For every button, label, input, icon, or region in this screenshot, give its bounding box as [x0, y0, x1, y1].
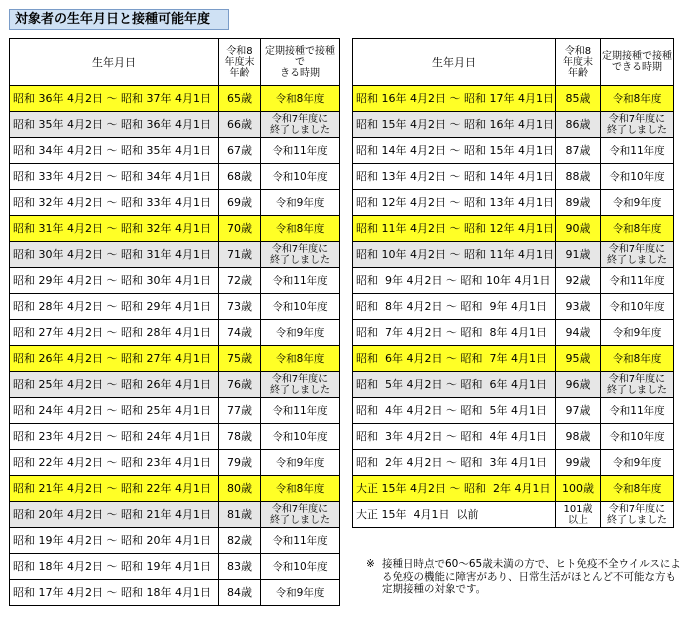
date-cell: 昭和 30年 4月2日 ～ 昭和 31年 4月1日 — [10, 242, 219, 268]
table-row — [10, 554, 340, 580]
age-cell: 77歳 — [219, 398, 261, 424]
age-cell: 86歳 — [556, 112, 601, 138]
table-row — [10, 164, 340, 190]
age-cell: 72歳 — [219, 268, 261, 294]
date-cell: 昭和 27年 4月2日 ～ 昭和 28年 4月1日 — [10, 320, 219, 346]
period-cell: 令和11年度 — [261, 268, 340, 294]
table-row — [10, 424, 340, 450]
age-cell: 85歳 — [556, 86, 601, 112]
date-cell: 昭和 34年 4月2日 ～ 昭和 35年 4月1日 — [10, 138, 219, 164]
date-cell: 昭和 9年 4月2日 ～ 昭和 10年 4月1日 — [353, 268, 556, 294]
age-cell: 70歳 — [219, 216, 261, 242]
age-cell: 92歳 — [556, 268, 601, 294]
header-age: 令和8 年度末 年齢 — [219, 39, 261, 86]
date-cell: 昭和 6年 4月2日 ～ 昭和 7年 4月1日 — [353, 346, 556, 372]
age-cell: 78歳 — [219, 424, 261, 450]
table-row — [353, 424, 674, 450]
date-cell: 昭和 4年 4月2日 ～ 昭和 5年 4月1日 — [353, 398, 556, 424]
table-row — [353, 164, 674, 190]
period-cell: 令和8年度 — [261, 86, 340, 112]
date-cell: 昭和 20年 4月2日 ～ 昭和 21年 4月1日 — [10, 502, 219, 528]
table-row — [353, 372, 674, 398]
date-cell: 昭和 5年 4月2日 ～ 昭和 6年 4月1日 — [353, 372, 556, 398]
table-row — [353, 294, 674, 320]
header-birthdate: 生年月日 — [10, 39, 219, 86]
date-cell: 昭和 19年 4月2日 ～ 昭和 20年 4月1日 — [10, 528, 219, 554]
period-cell: 令和9年度 — [261, 190, 340, 216]
header-period: 定期接種で接種 できる時期 — [601, 39, 674, 86]
date-cell: 昭和 35年 4月2日 ～ 昭和 36年 4月1日 — [10, 112, 219, 138]
period-cell: 令和7年度に 終了しました — [601, 502, 674, 528]
period-cell: 令和7年度に 終了しました — [601, 372, 674, 398]
age-cell: 101歳 以上 — [556, 502, 601, 528]
table-row — [10, 242, 340, 268]
table-row — [10, 346, 340, 372]
date-cell: 昭和 13年 4月2日 ～ 昭和 14年 4月1日 — [353, 164, 556, 190]
age-cell: 81歳 — [219, 502, 261, 528]
age-cell: 75歳 — [219, 346, 261, 372]
table-row — [353, 346, 674, 372]
period-cell: 令和9年度 — [261, 580, 340, 606]
date-cell: 昭和 23年 4月2日 ～ 昭和 24年 4月1日 — [10, 424, 219, 450]
table-row — [353, 242, 674, 268]
table-row — [10, 294, 340, 320]
age-cell: 65歳 — [219, 86, 261, 112]
table-row — [10, 216, 340, 242]
age-cell: 98歳 — [556, 424, 601, 450]
age-cell: 76歳 — [219, 372, 261, 398]
age-cell: 80歳 — [219, 476, 261, 502]
table-row — [10, 372, 340, 398]
table-row — [353, 320, 674, 346]
footnote — [366, 558, 686, 596]
date-cell: 昭和 25年 4月2日 ～ 昭和 26年 4月1日 — [10, 372, 219, 398]
date-cell: 昭和 28年 4月2日 ～ 昭和 29年 4月1日 — [10, 294, 219, 320]
date-cell: 大正 15年 4月1日 以前 — [353, 502, 556, 528]
page-title: 対象者の生年月日と接種可能年度 — [9, 9, 229, 30]
period-cell: 令和11年度 — [261, 138, 340, 164]
date-cell: 昭和 7年 4月2日 ～ 昭和 8年 4月1日 — [353, 320, 556, 346]
note-text: 接種日時点で60～65歳未満の方で、ヒト免疫不全ウイルスによる免疫の機能に障害があり、日常生活がほとんど不可能な方も定期接種の対象です。 — [382, 558, 681, 595]
header-age: 令和8 年度末 年齢 — [556, 39, 601, 86]
age-cell: 79歳 — [219, 450, 261, 476]
table-row — [353, 476, 674, 502]
table-row — [10, 450, 340, 476]
period-cell: 令和9年度 — [261, 450, 340, 476]
period-cell: 令和7年度に 終了しました — [261, 372, 340, 398]
age-cell: 73歳 — [219, 294, 261, 320]
table-row — [10, 268, 340, 294]
table-row — [10, 580, 340, 606]
date-cell: 昭和 11年 4月2日 ～ 昭和 12年 4月1日 — [353, 216, 556, 242]
date-cell: 昭和 14年 4月2日 ～ 昭和 15年 4月1日 — [353, 138, 556, 164]
age-cell: 82歳 — [219, 528, 261, 554]
header-birthdate: 生年月日 — [353, 39, 556, 86]
right-table — [352, 38, 674, 528]
period-cell: 令和11年度 — [261, 528, 340, 554]
period-cell: 令和10年度 — [601, 424, 674, 450]
date-cell: 昭和 17年 4月2日 ～ 昭和 18年 4月1日 — [10, 580, 219, 606]
period-cell: 令和7年度に 終了しました — [261, 502, 340, 528]
table-row — [353, 398, 674, 424]
period-cell: 令和10年度 — [261, 554, 340, 580]
left-table — [9, 38, 340, 606]
right-table-header — [353, 39, 674, 86]
table-row — [10, 398, 340, 424]
age-cell: 71歳 — [219, 242, 261, 268]
date-cell: 昭和 18年 4月2日 ～ 昭和 19年 4月1日 — [10, 554, 219, 580]
period-cell: 令和11年度 — [601, 398, 674, 424]
period-cell: 令和10年度 — [261, 164, 340, 190]
period-cell: 令和10年度 — [601, 164, 674, 190]
period-cell: 令和9年度 — [601, 190, 674, 216]
period-cell: 令和10年度 — [601, 294, 674, 320]
age-cell: 90歳 — [556, 216, 601, 242]
left-table-body — [10, 86, 340, 606]
age-cell: 67歳 — [219, 138, 261, 164]
period-cell: 令和8年度 — [261, 476, 340, 502]
period-cell: 令和7年度に 終了しました — [601, 242, 674, 268]
note-mark: ※ — [366, 558, 375, 570]
period-cell: 令和8年度 — [261, 346, 340, 372]
age-cell: 97歳 — [556, 398, 601, 424]
table-row — [10, 86, 340, 112]
age-cell: 69歳 — [219, 190, 261, 216]
left-table-header — [10, 39, 340, 86]
date-cell: 昭和 33年 4月2日 ～ 昭和 34年 4月1日 — [10, 164, 219, 190]
table-row — [10, 476, 340, 502]
period-cell: 令和11年度 — [601, 268, 674, 294]
date-cell: 昭和 21年 4月2日 ～ 昭和 22年 4月1日 — [10, 476, 219, 502]
date-cell: 昭和 24年 4月2日 ～ 昭和 25年 4月1日 — [10, 398, 219, 424]
right-table-body — [353, 86, 674, 528]
age-cell: 68歳 — [219, 164, 261, 190]
table-row — [10, 502, 340, 528]
table-row — [353, 190, 674, 216]
period-cell: 令和7年度に 終了しました — [261, 112, 340, 138]
table-row — [353, 86, 674, 112]
table-row — [10, 528, 340, 554]
period-cell: 令和8年度 — [261, 216, 340, 242]
age-cell: 96歳 — [556, 372, 601, 398]
age-cell: 99歳 — [556, 450, 601, 476]
age-cell: 93歳 — [556, 294, 601, 320]
period-cell: 令和8年度 — [601, 476, 674, 502]
table-row — [10, 112, 340, 138]
age-cell: 87歳 — [556, 138, 601, 164]
period-cell: 令和8年度 — [601, 216, 674, 242]
period-cell: 令和11年度 — [261, 398, 340, 424]
period-cell: 令和10年度 — [261, 294, 340, 320]
age-cell: 84歳 — [219, 580, 261, 606]
table-row — [10, 320, 340, 346]
age-cell: 94歳 — [556, 320, 601, 346]
date-cell: 昭和 26年 4月2日 ～ 昭和 27年 4月1日 — [10, 346, 219, 372]
date-cell: 昭和 16年 4月2日 ～ 昭和 17年 4月1日 — [353, 86, 556, 112]
period-cell: 令和7年度に 終了しました — [261, 242, 340, 268]
date-cell: 昭和 22年 4月2日 ～ 昭和 23年 4月1日 — [10, 450, 219, 476]
table-row — [353, 268, 674, 294]
age-cell: 88歳 — [556, 164, 601, 190]
age-cell: 91歳 — [556, 242, 601, 268]
age-cell: 95歳 — [556, 346, 601, 372]
date-cell: 昭和 10年 4月2日 ～ 昭和 11年 4月1日 — [353, 242, 556, 268]
date-cell: 昭和 12年 4月2日 ～ 昭和 13年 4月1日 — [353, 190, 556, 216]
table-row — [353, 502, 674, 528]
period-cell: 令和9年度 — [261, 320, 340, 346]
date-cell: 昭和 3年 4月2日 ～ 昭和 4年 4月1日 — [353, 424, 556, 450]
date-cell: 昭和 32年 4月2日 ～ 昭和 33年 4月1日 — [10, 190, 219, 216]
table-row — [353, 450, 674, 476]
age-cell: 74歳 — [219, 320, 261, 346]
table-row — [10, 190, 340, 216]
age-cell: 66歳 — [219, 112, 261, 138]
date-cell: 昭和 29年 4月2日 ～ 昭和 30年 4月1日 — [10, 268, 219, 294]
period-cell: 令和8年度 — [601, 346, 674, 372]
table-row — [353, 216, 674, 242]
period-cell: 令和11年度 — [601, 138, 674, 164]
date-cell: 昭和 15年 4月2日 ～ 昭和 16年 4月1日 — [353, 112, 556, 138]
period-cell: 令和10年度 — [261, 424, 340, 450]
period-cell: 令和8年度 — [601, 86, 674, 112]
date-cell: 昭和 31年 4月2日 ～ 昭和 32年 4月1日 — [10, 216, 219, 242]
table-row — [353, 138, 674, 164]
date-cell: 大正 15年 4月2日 ～ 昭和 2年 4月1日 — [353, 476, 556, 502]
period-cell: 令和9年度 — [601, 450, 674, 476]
date-cell: 昭和 8年 4月2日 ～ 昭和 9年 4月1日 — [353, 294, 556, 320]
age-cell: 100歳 — [556, 476, 601, 502]
table-row — [10, 138, 340, 164]
table-row — [353, 112, 674, 138]
header-period: 定期接種で接種で きる時期 — [261, 39, 340, 86]
age-cell: 89歳 — [556, 190, 601, 216]
period-cell: 令和9年度 — [601, 320, 674, 346]
age-cell: 83歳 — [219, 554, 261, 580]
period-cell: 令和7年度に 終了しました — [601, 112, 674, 138]
date-cell: 昭和 2年 4月2日 ～ 昭和 3年 4月1日 — [353, 450, 556, 476]
date-cell: 昭和 36年 4月2日 ～ 昭和 37年 4月1日 — [10, 86, 219, 112]
